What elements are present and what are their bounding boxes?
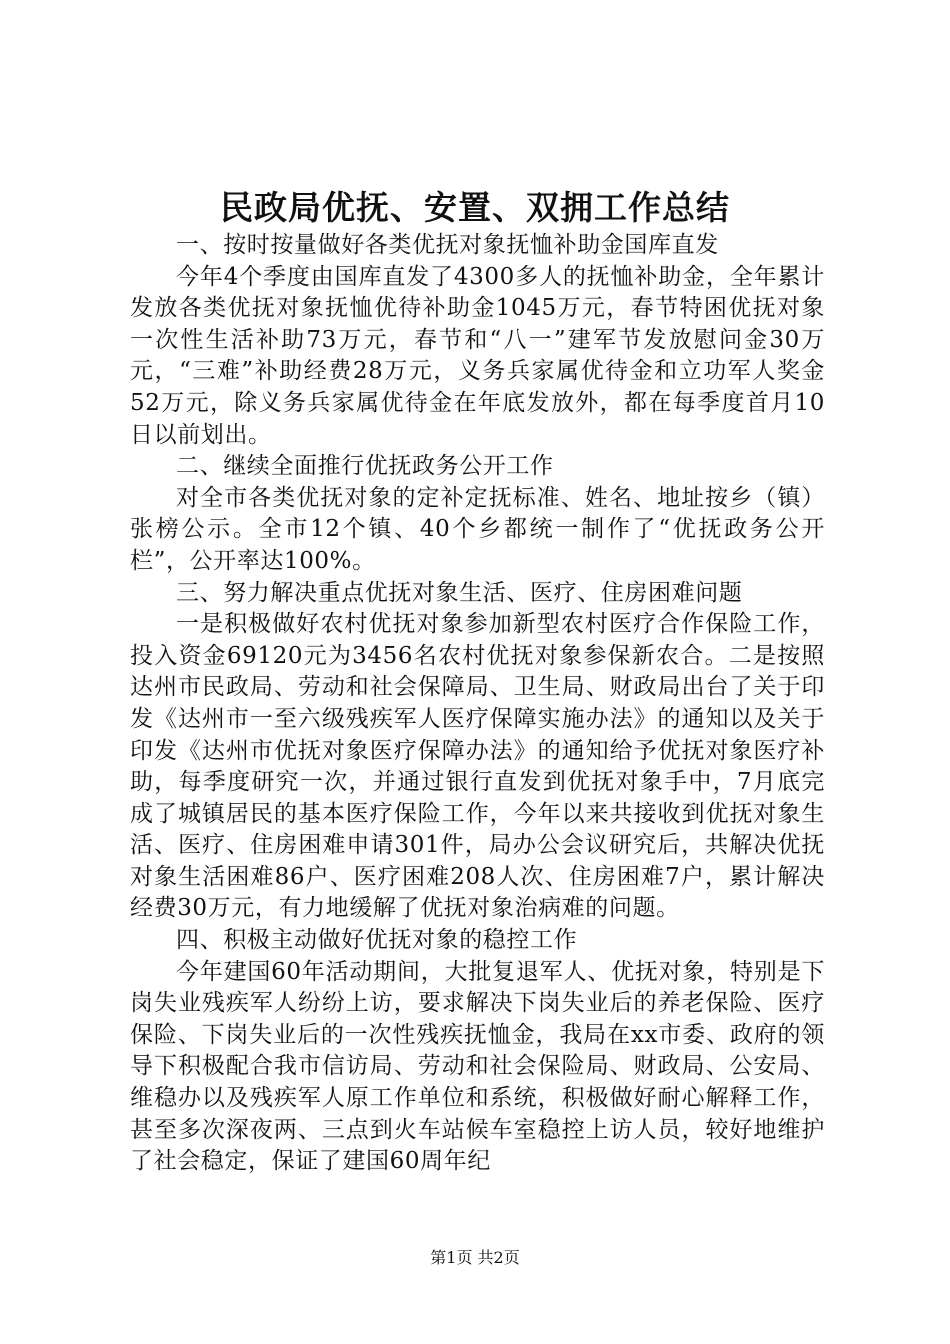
document-title: 民政局优抚、安置、双拥工作总结 [220, 188, 730, 227]
section-paragraph: 今年建国60年活动期间，大批复退军人、优抚对象，特别是下岗失业残疾军人纷纷上访，要求解决下岗失业后的养老保险、医疗保险、下岗失业后的一次性残疾抚恤金，我局在xx市委、政府的领导下积极配合我市信访局、劳动和社会保险局、财政局、公安局、维稳办以及残疾军人原工作单位和系统，积极做好耐心解释工作，甚至多次深夜两、三点到火车站候车室稳控上访人员，较好地维护了社会稳定，保证了建国60周年纪 [130, 958, 825, 1175]
section-2 [130, 451, 825, 577]
section-heading: 四、积极主动做好优抚对象的稳控工作 [176, 927, 578, 954]
section-heading: 一、按时按量做好各类优抚对象抚恤补助金国库直发 [176, 232, 719, 258]
section-paragraph: 对全市各类优抚对象的定补定抚标准、姓名、地址按乡（镇）张榜公示。全市12个镇、40个乡都统一制作了“优抚政务公开栏”，公开率达100%。 [130, 484, 825, 574]
section-1 [130, 230, 825, 451]
section-heading: 二、继续全面推行优抚政务公开工作 [176, 453, 554, 480]
page-number-footer: 第1页 共2页 [430, 1248, 520, 1267]
section-heading: 三、努力解决重点优抚对象生活、医疗、住房困难问题 [176, 579, 743, 606]
section-paragraph: 一是积极做好农村优抚对象参加新型农村医疗合作保险工作，投入资金69120元为3456名农村优抚对象参保新农合。二是按照达州市民政局、劳动和社会保障局、卫生局、财政局出台了关于印发《达州市一至六级残疾军人医疗保障实施办法》的通知以及关于印发《达州市优抚对象医疗保障办法》的通知给予优抚对象医疗补助，每季度研究一次，并通过银行直发到优抚对象手中，7月底完成了城镇居民的基本医疗保险工作，今年以来共接收到优抚对象生活、医疗、住房困难申请301件，局办公会议研究后，共解决优抚对象生活困难86户、医疗困难208人次、住房困难7户，累计解决经费30万元，有力地缓解了优抚对象治病难的问题。 [130, 611, 825, 922]
section-paragraph: 今年4个季度由国库直发了4300多人的抚恤补助金，全年累计发放各类优抚对象抚恤优待补助金1045万元，春节特困优抚对象一次性生活补助73万元，春节和“八一”建军节发放慰问金30万元，“三难”补助经费28万元，义务兵家属优待金和立功军人奖金52万元，除义务兵家属优待金在年底发放外，都在每季度首月10日以前划出。 [130, 263, 825, 448]
document-body [130, 230, 825, 1178]
section-3 [130, 578, 825, 926]
section-4 [130, 925, 825, 1178]
